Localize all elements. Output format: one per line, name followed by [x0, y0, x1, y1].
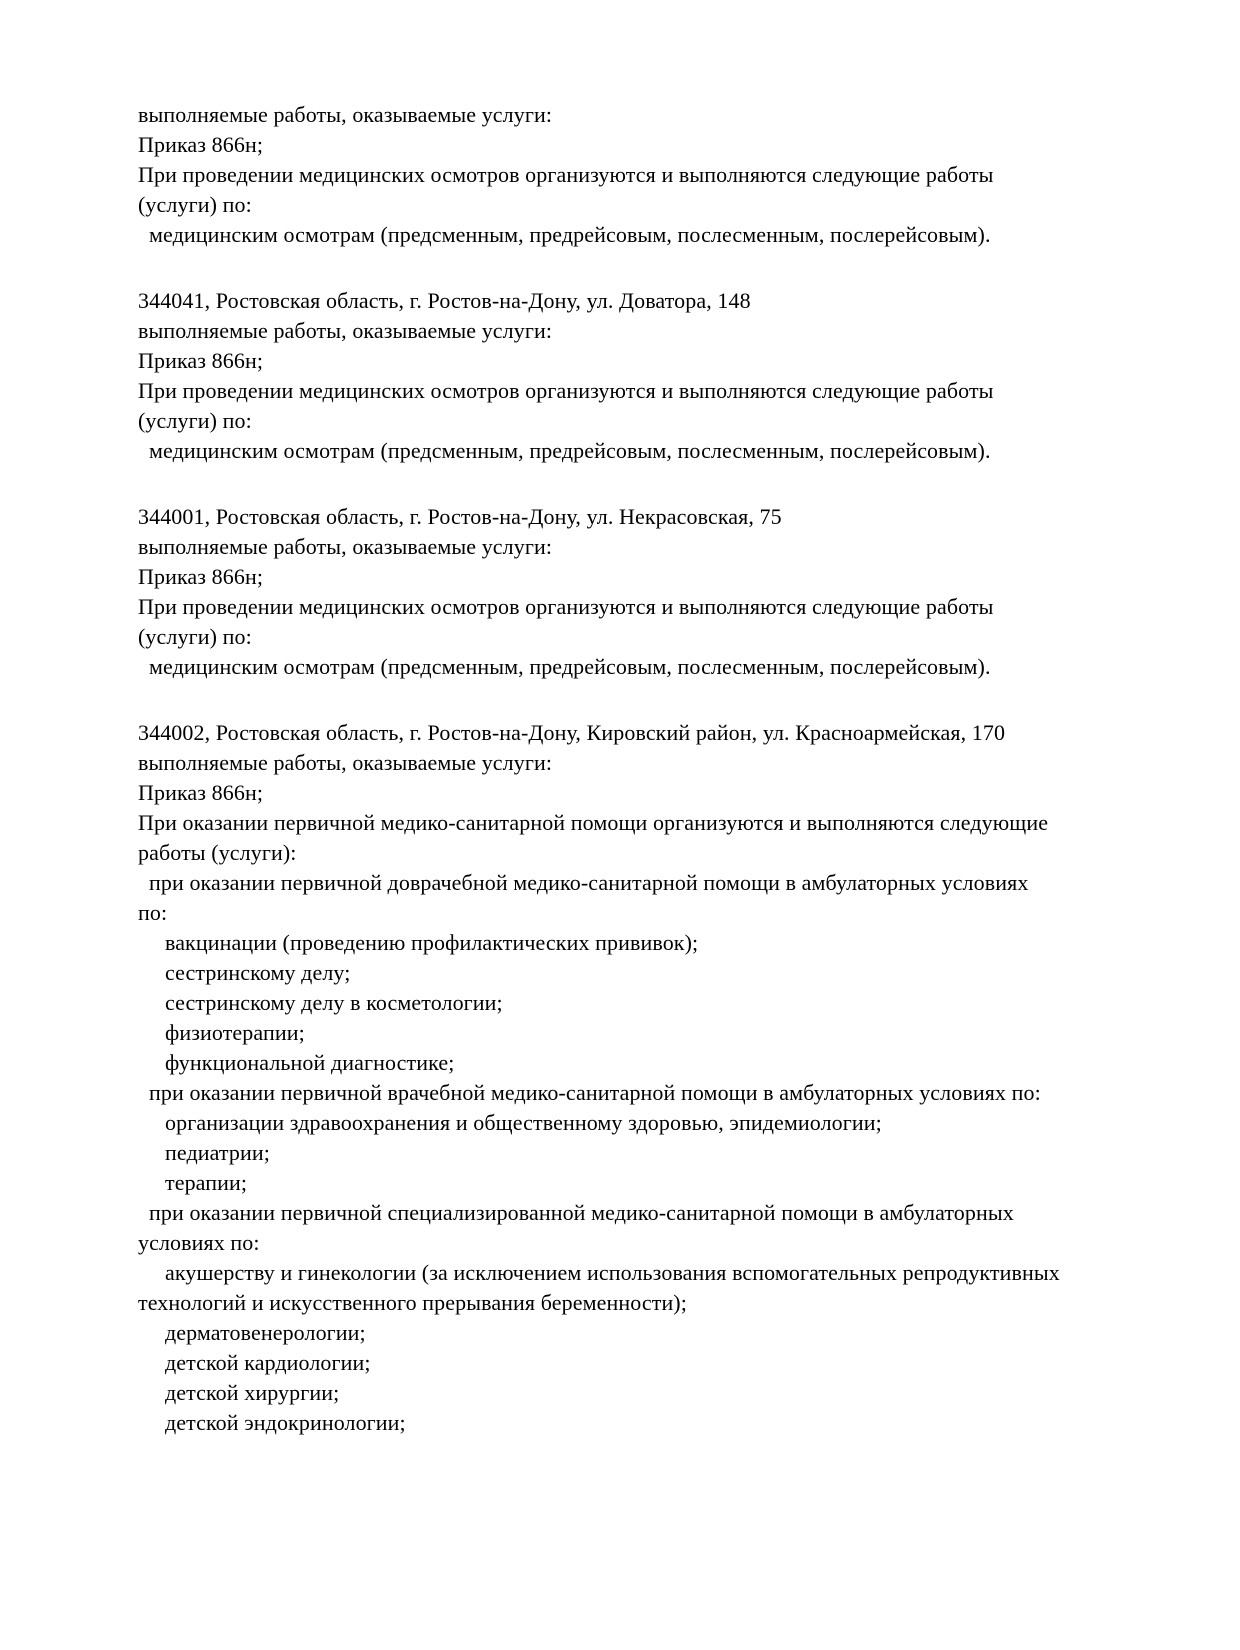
text-line: работы (услуги): — [138, 840, 297, 865]
services-block-continuation — [138, 100, 1122, 250]
text-line: При оказании первичной медико-санитарной помощи организуются и выполняются следующие — [138, 810, 1049, 835]
text-line: При проведении медицинских осмотров организуются и выполняются следующие работы — [138, 378, 994, 403]
service-item-line: детской хирургии; — [165, 1380, 340, 1405]
text-line: выполняемые работы, оказываемые услуги: — [138, 318, 553, 343]
text-line: При проведении медицинских осмотров организуются и выполняются следующие работы — [138, 594, 994, 619]
text-line: выполняемые работы, оказываемые услуги: — [138, 534, 553, 559]
text-line: по: — [138, 900, 168, 925]
service-item-line: детской эндокринологии; — [165, 1410, 406, 1435]
service-item-line: вакцинации (проведению профилактических прививок); — [165, 930, 699, 955]
address-line: 344002, Ростовская область, г. Ростов-на-Дону, Кировский район, ул. Красноармейская, 170 — [138, 720, 1006, 745]
service-item-line: терапии; — [165, 1170, 248, 1195]
text-line: Приказ 866н; — [138, 780, 264, 805]
service-item-line: педиатрии; — [165, 1140, 270, 1165]
text-line: при оказании первичной доврачебной медико-санитарной помощи в амбулаторных условиях — [149, 870, 1029, 895]
text-line: Приказ 866н; — [138, 132, 264, 157]
document-content — [138, 100, 1122, 1438]
text-line: Приказ 866н; — [138, 348, 264, 373]
text-line: при оказании первичной специализированной медико-санитарной помощи в амбулаторных — [149, 1200, 1014, 1225]
address-block-344001 — [138, 502, 1122, 682]
service-item-line: физиотерапии; — [165, 1020, 305, 1045]
address-line: 344041, Ростовская область, г. Ростов-на-Дону, ул. Доватора, 148 — [138, 288, 751, 313]
text-line: выполняемые работы, оказываемые услуги: — [138, 750, 553, 775]
text-line: (услуги) по: — [138, 408, 252, 433]
text-line: при оказании первичной врачебной медико-санитарной помощи в амбулаторных условиях по: — [149, 1080, 1041, 1105]
service-item-line: организации здравоохранения и общественному здоровью, эпидемиологии; — [165, 1110, 882, 1135]
service-item-line: функциональной диагностике; — [165, 1050, 455, 1075]
service-item-line: акушерству и гинекологии (за исключением использования вспомогательных репродуктивных — [165, 1260, 1060, 1285]
address-line: 344001, Ростовская область, г. Ростов-на-Дону, ул. Некрасовская, 75 — [138, 504, 782, 529]
service-item-line: детской кардиологии; — [165, 1350, 371, 1375]
text-line: условиях по: — [138, 1230, 260, 1255]
service-item-line: медицинским осмотрам (предсменным, предрейсовым, послесменным, послерейсовым). — [149, 222, 991, 247]
service-item-line: медицинским осмотрам (предсменным, предрейсовым, послесменным, послерейсовым). — [149, 438, 991, 463]
text-line: (услуги) по: — [138, 624, 252, 649]
text-line: Приказ 866н; — [138, 564, 264, 589]
address-block-344041 — [138, 286, 1122, 466]
text-line: технологий и искусственного прерывания беременности); — [138, 1290, 687, 1315]
service-item-line: сестринскому делу; — [165, 960, 351, 985]
address-block-344002 — [138, 718, 1122, 1438]
service-item-line: дерматовенерологии; — [165, 1320, 366, 1345]
text-line: При проведении медицинских осмотров организуются и выполняются следующие работы — [138, 162, 994, 187]
service-item-line: сестринскому делу в косметологии; — [165, 990, 503, 1015]
service-item-line: медицинским осмотрам (предсменным, предрейсовым, послесменным, послерейсовым). — [149, 654, 991, 679]
text-line: (услуги) по: — [138, 192, 252, 217]
text-line: выполняемые работы, оказываемые услуги: — [138, 102, 553, 127]
